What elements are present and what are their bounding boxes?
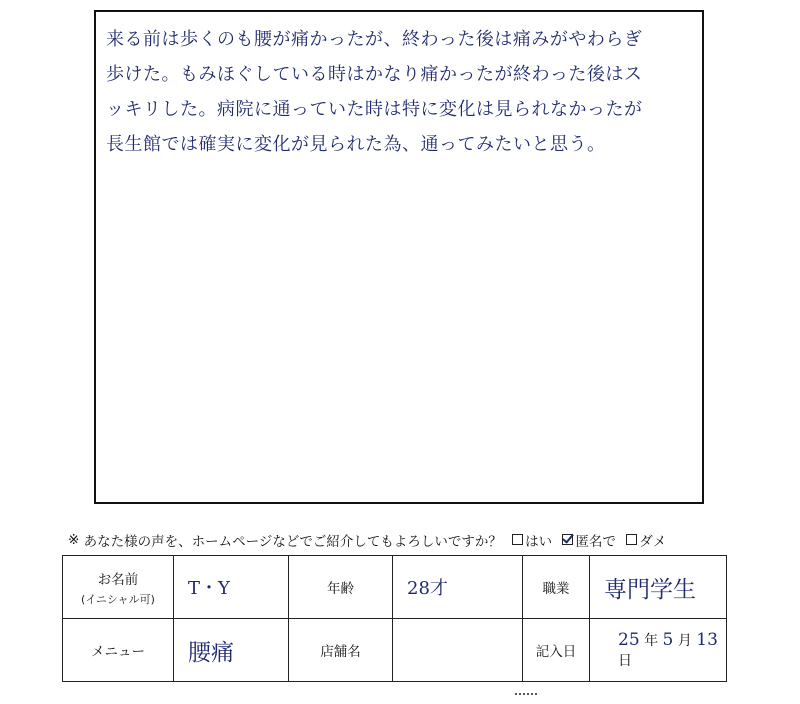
date-label: 記入日	[523, 619, 590, 682]
date-month: 5	[662, 630, 674, 650]
job-value[interactable]: 専門学生	[590, 556, 727, 619]
store-label: 店舗名	[289, 619, 393, 682]
date-year-unit: 年	[644, 633, 659, 649]
menu-value[interactable]: 腰痛	[174, 619, 289, 682]
name-label-cell	[63, 556, 174, 619]
menu-label: メニュー	[63, 619, 174, 682]
job-label: 職業	[523, 556, 590, 619]
scan-speck	[515, 693, 537, 698]
table-row	[63, 619, 727, 682]
option-yes-label: はい	[525, 534, 553, 550]
consent-question-text: あなた様の声を、ホームページなどでご紹介してもよろしいですか？	[83, 534, 502, 550]
customer-info-table	[62, 555, 727, 682]
table-row	[63, 556, 727, 619]
checkbox-anonymous[interactable]	[562, 534, 573, 545]
name-label: お名前	[97, 571, 139, 588]
comment-line: 来る前は歩くのも腰が痛かったが、終わった後は痛みがやわらぎ	[106, 29, 643, 50]
date-day: 13	[696, 630, 718, 650]
comment-line: 長生館では確実に変化が見られた為、通ってみたいと思う。	[106, 134, 606, 155]
age-label: 年齢	[289, 556, 393, 619]
comment-line: 歩けた。もみほぐしている時はかなり痛かったが終わった後はス	[106, 64, 643, 85]
name-value[interactable]: T・Y	[174, 556, 289, 619]
option-anonymous-label: 匿名で	[575, 534, 616, 550]
comment-line: ッキリした。病院に通っていた時は特に変化は見られなかったが	[106, 99, 643, 120]
option-no-label: ダメ	[639, 534, 667, 550]
consent-question	[68, 530, 666, 550]
note-mark: ※	[68, 532, 80, 548]
name-sublabel: (イニシャル可)	[81, 592, 155, 606]
handwritten-comment	[106, 22, 696, 162]
comment-box	[94, 10, 704, 504]
checkbox-no[interactable]	[626, 534, 637, 545]
store-value[interactable]	[393, 619, 523, 682]
date-value[interactable]	[590, 619, 727, 682]
date-day-unit: 日	[618, 653, 632, 669]
checkbox-yes[interactable]	[512, 534, 523, 545]
date-year: 25	[618, 630, 640, 650]
date-month-unit: 月	[677, 633, 692, 649]
age-value[interactable]: 28才	[393, 556, 523, 619]
